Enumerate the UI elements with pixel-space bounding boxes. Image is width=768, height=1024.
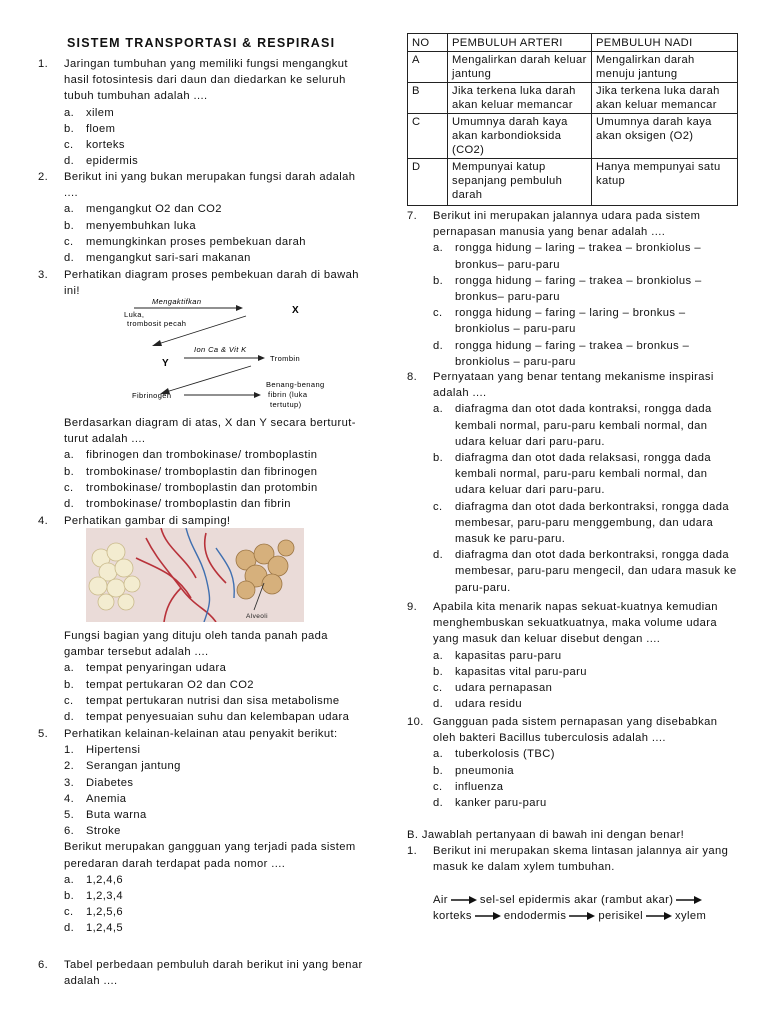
arrow-head [152, 340, 162, 346]
arrow-right-icon [569, 912, 595, 920]
option: d. diafragma dan otot dada berkontraksi, rongga dada membesar, paru-paru mengecil, dan udara masuk ke paru-paru. [433, 549, 737, 594]
option: a. tuberkolosis (TBC) [433, 748, 555, 761]
list-item: 3. Diabetes [64, 776, 134, 789]
question-1 [38, 56, 366, 169]
option: a. diafragma dan otot dada kontraksi, rongga dada kembali normal, paru-paru kembali normal, dan udara keluar dari paru-paru. [433, 403, 712, 448]
option: b. 1,2,3,4 [64, 890, 124, 903]
arrow-right-icon [451, 896, 477, 904]
question-text: Berikut ini merupakan skema lintasan jalannya air yang masuk ke dalam xylem tumbuhan. [433, 845, 729, 874]
question-10: 10. Gangguan pada sistem pernapasan yang disebabkan oleh bakteri Bacillus tuberculosis adalah .... a. tuberkolosis (TBC) b. pneumonia c. influenza d. kanker paru-paru [407, 714, 739, 811]
option: c. korteks [64, 139, 125, 152]
option: a. 1,2,4,6 [64, 873, 124, 886]
question-8: 8. Pernyataan yang benar tentang mekanisme inspirasi adalah .... a. diafragma dan otot dada kontraksi, rongga dada kembali normal, paru-paru kembali normal, dan udara keluar dari paru-paru. b. diafragma dan otot dada relaksasi, rongga dada kembali normal, paru-paru kembali normal, dan udara keluar dari paru-paru. c. diafragma dan otot dada berkontraksi, rongga dada membesar, paru-paru menggembung, dan udara masuk ke paru-paru. d. diafragma dan otot dada berkontraksi, rongga dada membesar, paru-paru mengecil, dan udara masuk ke paru-paru. [407, 369, 739, 596]
option: d. 1,2,4,5 [64, 922, 124, 935]
option: c. trombokinase/ tromboplastin dan protombin [64, 481, 318, 494]
question-2: 2. Berikut ini yang bukan merupakan fungsi darah adalah .... a. mengangkut O2 dan CO2 b. menyembuhkan luka c. memungkinkan proses pembekuan darah d. mengangkut sari-sari makanan [38, 169, 366, 266]
option: a. rongga hidung – laring – trakea – bronkiolus – bronkus– paru-paru [433, 242, 702, 271]
question-9: 9. Apabila kita menarik napas sekuat-kuatnya kemudian menghembuskan sekuatkuatnya, maka volume udara yang masuk dan keluar disebut dengan .... a. kapasitas paru-paru b. kapasitas vital paru-paru c. udara pernapasan d. udara residu [407, 599, 739, 712]
question-6: 6. Tabel perbedaan pembuluh darah berikut ini yang benar adalah .... [38, 959, 363, 988]
question-3: 3. Perhatikan diagram proses pembekuan darah di bawah ini! [38, 269, 359, 298]
arrow-right-icon [646, 912, 672, 920]
option: c. udara pernapasan [433, 682, 553, 695]
label-fibrinogen: Fibrinogen [132, 391, 172, 400]
arrow-head [236, 305, 243, 311]
label-benang-3: tertutup) [270, 400, 302, 409]
label-luka-2: trombosit pecah [127, 319, 187, 328]
option: b. floem [64, 122, 116, 135]
alveoli-image [86, 528, 304, 622]
option: a. fibrinogen dan trombokinase/ tromboplastin [64, 449, 318, 462]
page-title: SISTEM TRANSPORTASI & RESPIRASI [67, 36, 336, 50]
arrow-right-icon [676, 896, 702, 904]
option: b. diafragma dan otot dada relaksasi, rongga dada kembali normal, paru-paru kembali normal, dan udara keluar dari paru-paru. [433, 452, 711, 497]
table-row: B Jika terkena luka darah akan keluar memancar Jika terkena luka darah akan keluar memancar [408, 83, 738, 114]
label-trombin: Trombin [270, 354, 301, 363]
question-4: 4. Perhatikan gambar di samping! [38, 515, 231, 527]
option: d. tempat penyesuaian suhu dan kelembapan udara [64, 711, 350, 724]
flow-step: perisikel [598, 910, 643, 923]
question-7: 7. Berikut ini merupakan jalannya udara pada sistem pernapasan manusia yang benar adalah .... a. rongga hidung – laring – trakea – bronkiolus – bronkus– paru-paru b. rongga hidung – faring – trakea – bronkiolus – bronkus– paru-paru c. rongga hidung – faring – laring – bronkus – bronkiolus – paru-paru d. rongga hidung – faring – trakea – bronkus – bronkiolus – paru-paru [407, 208, 739, 370]
flow-step: korteks [433, 910, 472, 923]
option: b. menyembuhkan luka [64, 219, 197, 232]
flow-step: xylem [674, 910, 707, 923]
vessel-comparison-table [407, 33, 738, 206]
question-text: Perhatikan gambar di samping! [64, 515, 231, 527]
blood-clotting-diagram [86, 296, 336, 414]
option: d. mengangkut sari-sari makanan [64, 252, 251, 265]
list-item: 2. Serangan jantung [64, 760, 181, 773]
question-4-followup: Fungsi bagian yang dituju oleh tanda panah pada gambar tersebut adalah .... a. tempat penyaringan udara b. tempat pertukaran O2 dan CO2 c. tempat pertukaran nutrisi dan sisa metabolisme d. tempat penyesuaian suhu dan kelembapan udara [38, 628, 366, 725]
arrow-line [166, 366, 251, 392]
option: a. mengangkut O2 dan CO2 [64, 203, 222, 216]
question-text: Perhatikan diagram proses pembekuan darah di bawah ini! [64, 269, 359, 298]
arrow-head [258, 355, 265, 361]
question-text: Berikut ini merupakan jalannya udara pada sistem pernapasan manusia yang benar adalah .... [433, 210, 701, 239]
question-number: 1. [38, 58, 49, 70]
question-3-followup: Berdasarkan diagram di atas, X dan Y secara berturut-turut adalah .... a. fibrinogen dan trombokinase/ tromboplastin b. trombokinase/ tromboplastin dan fibrinogen c. trombokinase/ tromboplastin dan protombin d. trombokinase/ tromboplastin dan fibrin [38, 415, 366, 512]
list-item: 1. Hipertensi [64, 744, 141, 757]
list-item: 5. Buta warna [64, 809, 147, 822]
water-flow-scheme [407, 892, 765, 924]
option: d. trombokinase/ tromboplastin dan fibrin [64, 498, 291, 511]
label-alveoli: Alveoli [246, 613, 268, 620]
option: a. xilem [64, 106, 115, 119]
table-row: A Mengalirkan darah keluar jantung Mengalirkan darah menuju jantung [408, 52, 738, 83]
question-text: Tabel perbedaan pembuluh darah berikut ini yang benar adalah .... [64, 959, 363, 988]
section-b-heading: B. Jawablah pertanyaan di bawah ini dengan benar! [407, 829, 685, 841]
flow-step: endodermis [503, 910, 567, 923]
flow-line-2 [433, 908, 765, 924]
list-item: 4. Anemia [64, 792, 127, 805]
question-text: Apabila kita menarik napas sekuat-kuatnya kemudian menghembuskan sekuatkuatnya, maka volume udara yang masuk dan keluar disebut dengan .... [433, 601, 718, 646]
question-text: Perhatikan kelainan-kelainan atau penyakit berikut: [64, 728, 338, 740]
question-5: 5. Perhatikan kelainan-kelainan atau penyakit berikut: 1. Hipertensi 2. Serangan jantung 3. Diabetes 4. Anemia 5. Buta warna 6. Stroke Berikut merupakan gangguan yang terjadi pada sistem peredaran darah terdapat pada nomor .... a. 1,2,4,6 b. 1,2,3,4 c. 1,2,5,6 d. 1,2,4,5 [38, 726, 366, 937]
option: c. influenza [433, 780, 504, 793]
flow-line-1 [433, 892, 765, 908]
question-text: Jaringan tumbuhan yang memiliki fungsi mengangkut hasil fotosintesis dari daun dan diedarkan ke seluruh tubuh tumbuhan adalah .... [64, 58, 348, 103]
option: d. udara residu [433, 698, 522, 711]
label-mengaktifkan: Mengaktifkan [152, 297, 202, 306]
table-row: D Mempunyai katup sepanjang pembuluh darah Hanya mempunyai satu katup [408, 159, 738, 206]
question-b1: 1. Berikut ini merupakan skema lintasan jalannya air yang masuk ke dalam xylem tumbuhan. [407, 845, 729, 874]
question-text: Gangguan pada sistem pernapasan yang disebabkan oleh bakteri Bacillus tuberculosis adalah .... [433, 716, 718, 745]
question-text: Pernyataan yang benar tentang mekanisme inspirasi adalah .... [433, 371, 714, 400]
arrow-head [254, 392, 261, 398]
table-row: C Umumnya darah kaya akan karbondioksida (CO2) Umumnya darah kaya akan oksigen (O2) [408, 114, 738, 159]
option: b. trombokinase/ tromboplastin dan fibrinogen [64, 465, 318, 478]
label-luka-1: Luka, [124, 310, 145, 319]
option: d. epidermis [64, 155, 139, 168]
option: c. tempat pertukaran nutrisi dan sisa metabolisme [64, 694, 340, 707]
option: c. memungkinkan proses pembekuan darah [64, 235, 306, 248]
header-nadi: PEMBULUH NADI [592, 34, 738, 52]
flow-step: sel-sel epidermis akar (rambut akar) [479, 894, 674, 906]
flow-step: Air [433, 894, 448, 906]
option: d. rongga hidung – faring – trakea – bronkus – bronkiolus – paru-paru [433, 339, 690, 368]
option: a. tempat penyaringan udara [64, 662, 227, 675]
arrow-right-icon [475, 912, 501, 920]
option: c. diafragma dan otot dada berkontraksi, rongga dada membesar, paru-paru menggembung, dan udara masuk ke paru-paru. [433, 500, 729, 546]
label-benang-2: fibrin (luka [268, 390, 308, 399]
header-no: NO [408, 34, 448, 52]
option: b. tempat pertukaran O2 dan CO2 [64, 678, 254, 691]
option: b. kapasitas vital paru-paru [433, 665, 587, 678]
option: b. pneumonia [433, 764, 514, 777]
option: c. 1,2,5,6 [64, 906, 124, 919]
label-benang-1: Benang-benang [266, 380, 325, 389]
header-arteri: PEMBULUH ARTERI [448, 34, 592, 52]
option: a. kapasitas paru-paru [433, 649, 562, 662]
label-y: Y [162, 358, 170, 369]
label-x: X [292, 305, 300, 316]
label-ion: Ion Ca & Vit K [194, 345, 247, 354]
table-header-row [408, 34, 738, 52]
list-item: 6. Stroke [64, 825, 121, 838]
option: c. rongga hidung – faring – laring – bronkus – bronkiolus – paru-paru [433, 307, 686, 336]
option: b. rongga hidung – faring – trakea – bronkiolus – bronkus– paru-paru [433, 274, 702, 304]
question-text: Berikut ini yang bukan merupakan fungsi darah adalah .... [64, 171, 356, 200]
option: d. kanker paru-paru [433, 797, 547, 810]
